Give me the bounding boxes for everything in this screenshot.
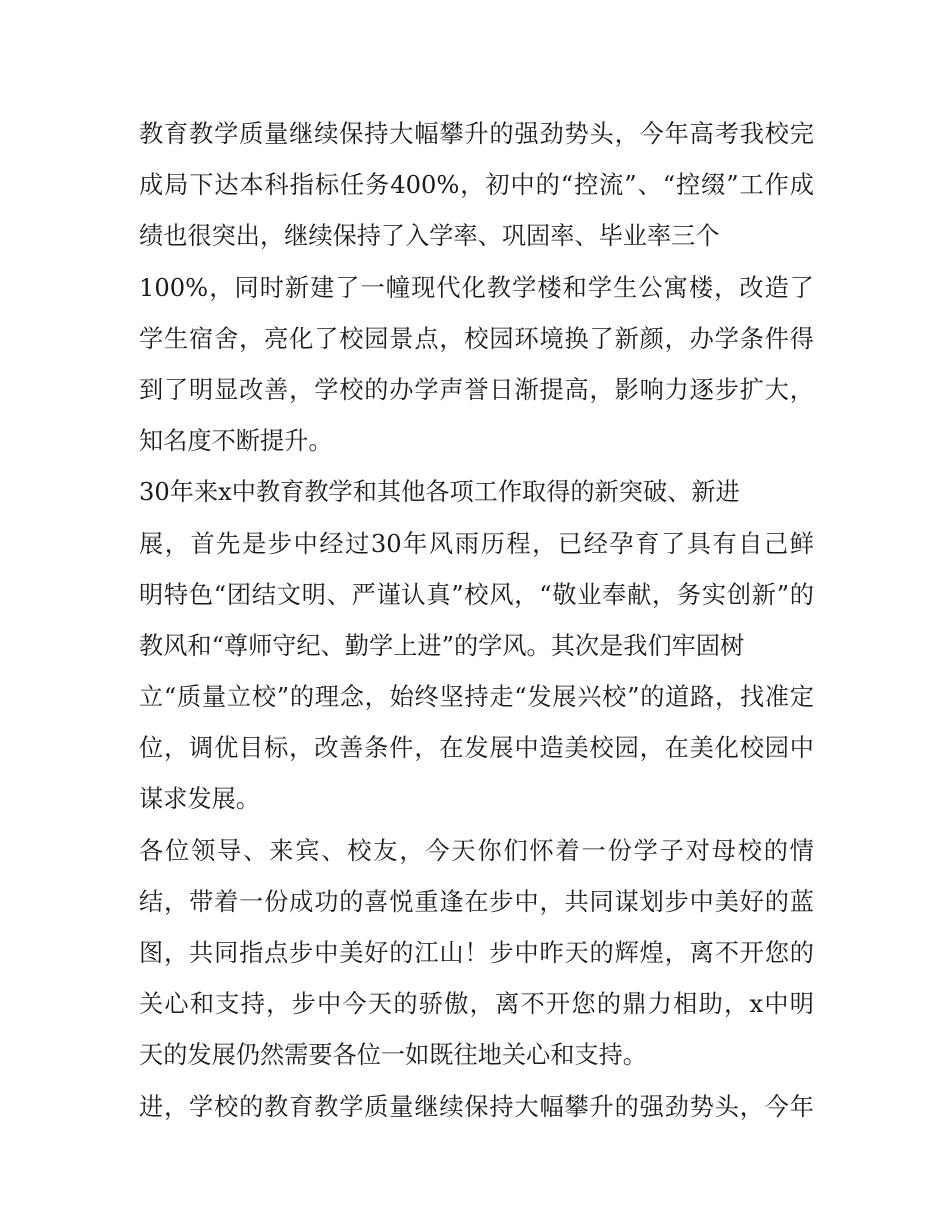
text-line: 天的发展仍然需要各位一如既往地关心和支持。 <box>139 1041 647 1070</box>
text-line: 各位领导、来宾、校友，今天你们怀着一份学子对母校的情 <box>139 836 814 865</box>
text-line: 30年来x中教育教学和其他各项工作取得的新突破、新进 <box>139 478 740 507</box>
text-line: 结，带着一份成功的喜悦重逢在步中，共同谋划步中美好的蓝 <box>139 887 814 916</box>
text-line: 成局下达本科指标任务400%，初中的“控流”、“控缀”工作成 <box>139 171 814 200</box>
text-line: 关心和支持，步中今天的骄傲，离不开您的鼎力相助，x中明 <box>139 990 814 1019</box>
text-line: 展，首先是步中经过30年风雨历程，已经孕育了具有自己鲜 <box>139 529 814 558</box>
text-line: 进，学校的教育教学质量继续保持大幅攀升的强劲势头，今年 <box>139 1092 814 1121</box>
text-line: 立“质量立校”的理念，始终坚持走“发展兴校”的道路，找准定 <box>139 683 814 712</box>
document-body <box>139 109 814 1133</box>
text-line: 学生宿舍，亮化了校园景点，校园环境换了新颜，办学条件得 <box>139 324 814 353</box>
text-line: 明特色“团结文明、严谨认真”校风，“敬业奉献，务实创新”的 <box>139 580 814 609</box>
text-line: 位，调优目标，改善条件，在发展中造美校园，在美化校园中 <box>139 734 814 763</box>
text-line: 图，共同指点步中美好的江山！步中昨天的辉煌，离不开您的 <box>139 939 814 967</box>
text-line: 教风和“尊师守纪、勤学上进”的学风。其次是我们牢固树 <box>139 631 745 660</box>
text-line: 教育教学质量继续保持大幅攀升的强劲势头，今年高考我校完 <box>139 120 814 148</box>
text-line: 知名度不断提升。 <box>139 427 333 456</box>
text-line: 谋求发展。 <box>139 785 260 814</box>
text-line: 绩也很突出，继续保持了入学率、巩固率、毕业率三个 <box>139 222 720 251</box>
text-line: 到了明显改善，学校的办学声誉日渐提高，影响力逐步扩大， <box>139 375 814 404</box>
text-line: 100%，同时新建了一幢现代化教学楼和学生公寓楼，改造了 <box>139 273 814 302</box>
